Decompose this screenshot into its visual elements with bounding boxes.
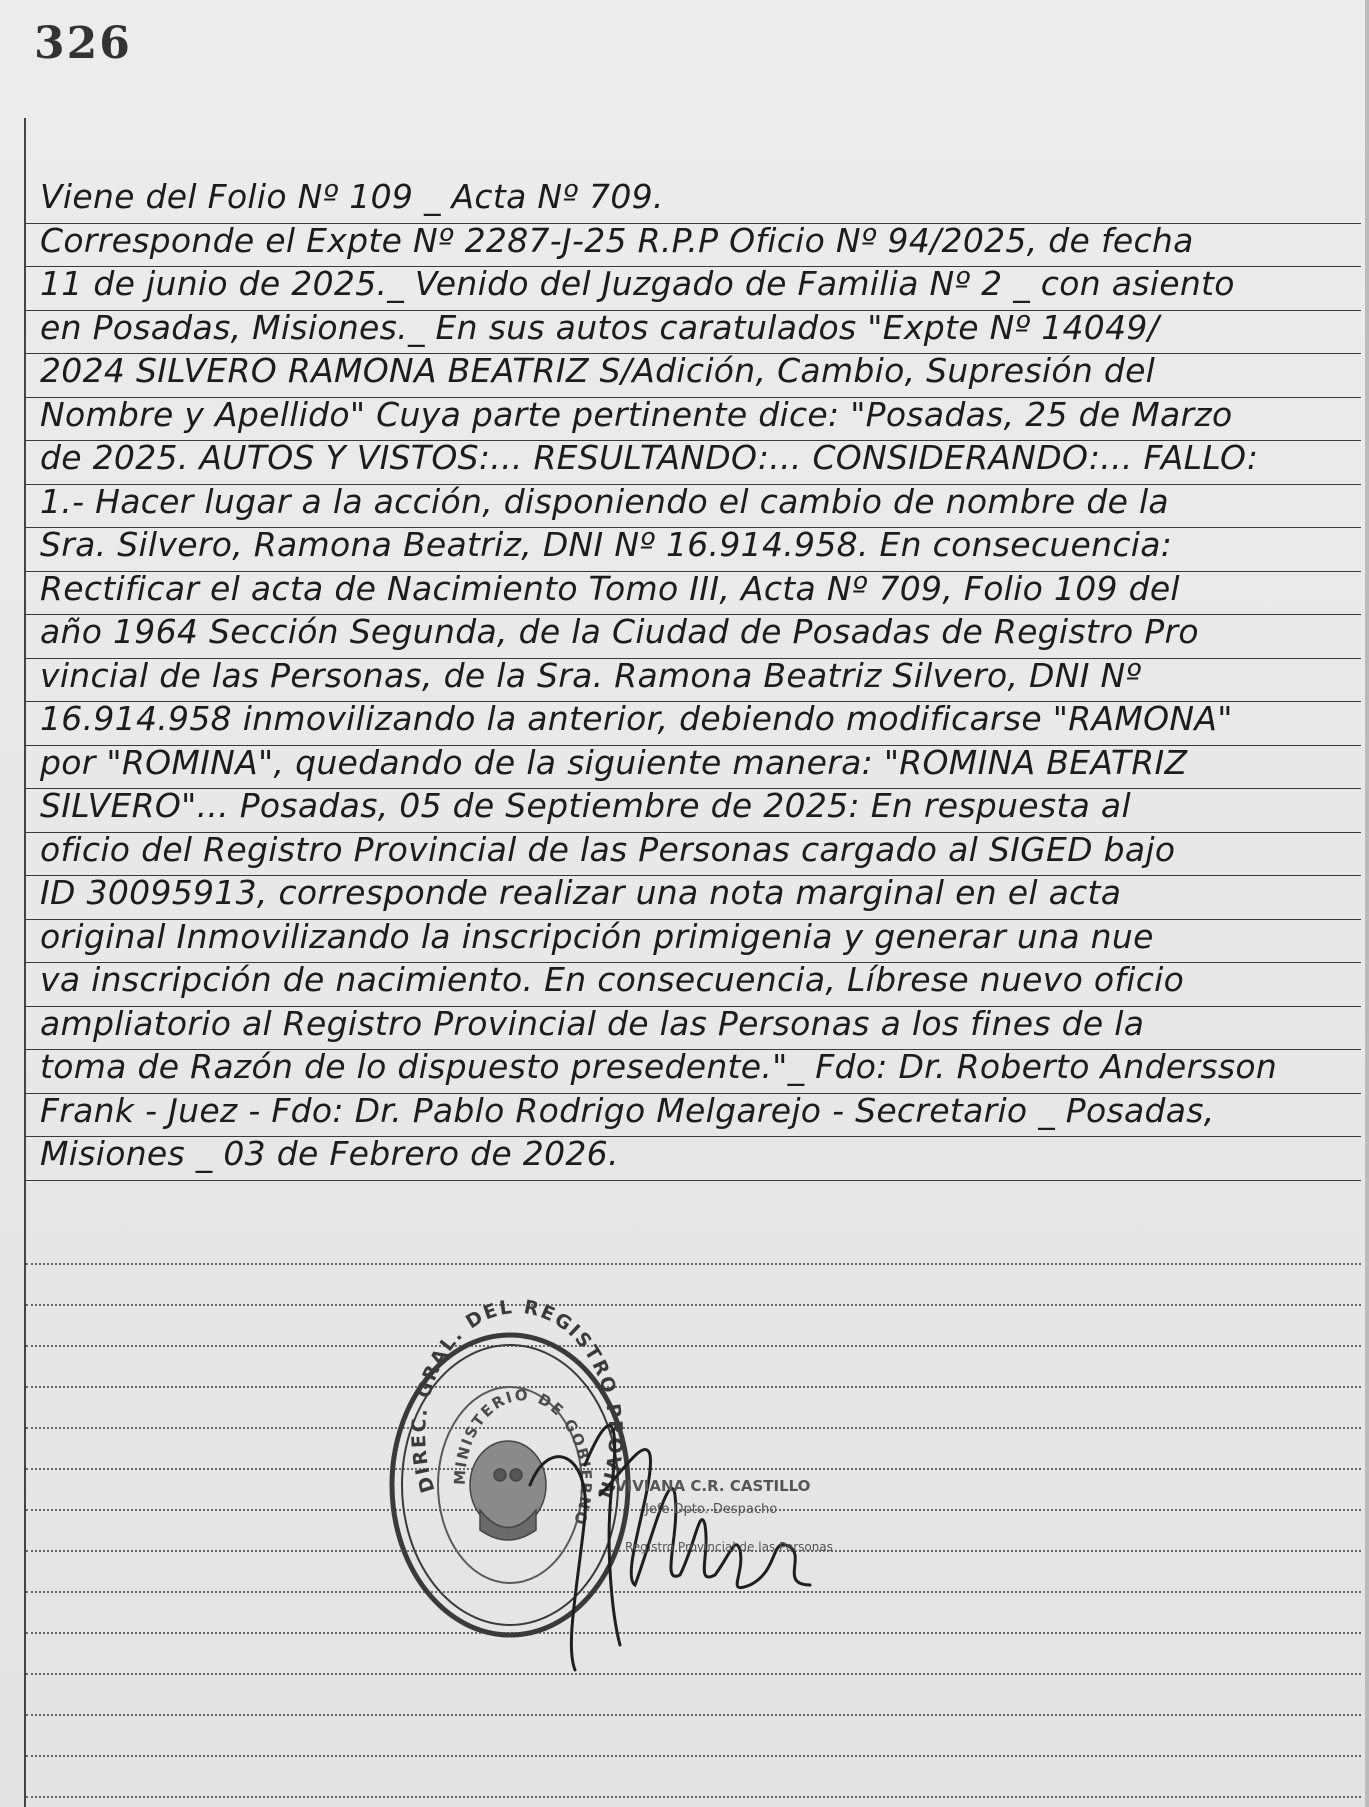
stamp-office: Registro Provincial de las Personas: [625, 1540, 833, 1554]
handwritten-line: original Inmovilizando la inscripción primigenia y generar una nue: [40, 917, 1154, 956]
handwritten-line: va inscripción de nacimiento. En consecuencia, Líbrese nuevo oficio: [40, 960, 1185, 999]
handwritten-line: Corresponde el Expte Nº 2287-J-25 R.P.P Oficio Nº 94/2025, de fecha: [40, 221, 1194, 260]
handwritten-line: 11 de junio de 2025._ Venido del Juzgado de Familia Nº 2 _ con asiento: [40, 264, 1235, 303]
blank-dotted-line: [26, 1796, 1361, 1798]
handwritten-line: Viene del Folio Nº 109 _ Acta Nº 709.: [40, 177, 664, 216]
stamp-name: VIVIANA C.R. CASTILLO: [615, 1477, 811, 1495]
handwritten-line: Frank - Juez - Fdo: Dr. Pablo Rodrigo Melgarejo - Secretario _ Posadas,: [40, 1091, 1215, 1130]
handwritten-line: en Posadas, Misiones._ En sus autos caratulados "Expte Nº 14049/: [40, 308, 1160, 347]
seal-crest-icon: [470, 1441, 546, 1540]
handwritten-line: por "ROMINA", quedando de la siguiente manera: "ROMINA BEATRIZ: [40, 743, 1188, 782]
handwritten-line: toma de Razón de lo dispuesto presedente."_ Fdo: Dr. Roberto Andersson: [40, 1047, 1278, 1086]
seal-inner-text: MINISTERIO DE GOBIERNO: [450, 1386, 596, 1529]
handwritten-line: 2024 SILVERO RAMONA BEATRIZ S/Adición, Cambio, Supresión del: [40, 351, 1156, 390]
handwritten-line: oficio del Registro Provincial de las Personas cargado al SIGED bajo: [40, 830, 1176, 869]
handwritten-line: ampliatorio al Registro Provincial de las Personas a los fines de la: [40, 1004, 1145, 1043]
handwritten-line: Nombre y Apellido" Cuya parte pertinente dice: "Posadas, 25 de Marzo: [40, 395, 1233, 434]
handwritten-line: Rectificar el acta de Nacimiento Tomo III, Acta Nº 709, Folio 109 del: [40, 569, 1180, 608]
handwritten-line: de 2025. AUTOS Y VISTOS:... RESULTANDO:... CONSIDERANDO:... FALLO:: [40, 438, 1259, 477]
handwritten-line: año 1964 Sección Segunda, de la Ciudad de Posadas de Registro Pro: [40, 612, 1199, 651]
blank-dotted-line: [26, 1263, 1361, 1265]
handwritten-line: SILVERO"... Posadas, 05 de Septiembre de 2025: En respuesta al: [40, 786, 1131, 825]
stamp-role: Jefe Dpto. Despacho: [645, 1502, 778, 1517]
blank-dotted-line: [26, 1714, 1361, 1716]
ruled-line: [26, 1180, 1361, 1181]
handwritten-line: 1.- Hacer lugar a la acción, disponiendo el cambio de nombre de la: [40, 482, 1169, 521]
handwritten-line: Misiones _ 03 de Febrero de 2026.: [40, 1134, 619, 1173]
handwritten-line: Sra. Silvero, Ramona Beatriz, DNI Nº 16.914.958. En consecuencia:: [40, 525, 1173, 564]
page-edge: [1365, 0, 1369, 1807]
seal-outer-text: DIREC. GRAL. DEL REGISTRO PROVIN: [407, 1295, 627, 1503]
blank-dotted-line: [26, 1755, 1361, 1757]
handwritten-line: vincial de las Personas, de la Sra. Ramona Beatriz Silvero, DNI Nº: [40, 656, 1142, 695]
page-number: 326: [34, 18, 132, 69]
handwritten-line: ID 30095913, corresponde realizar una nota marginal en el acta: [40, 873, 1122, 912]
handwritten-line: 16.914.958 inmovilizando la anterior, debiendo modificarse "RAMONA": [40, 699, 1233, 738]
